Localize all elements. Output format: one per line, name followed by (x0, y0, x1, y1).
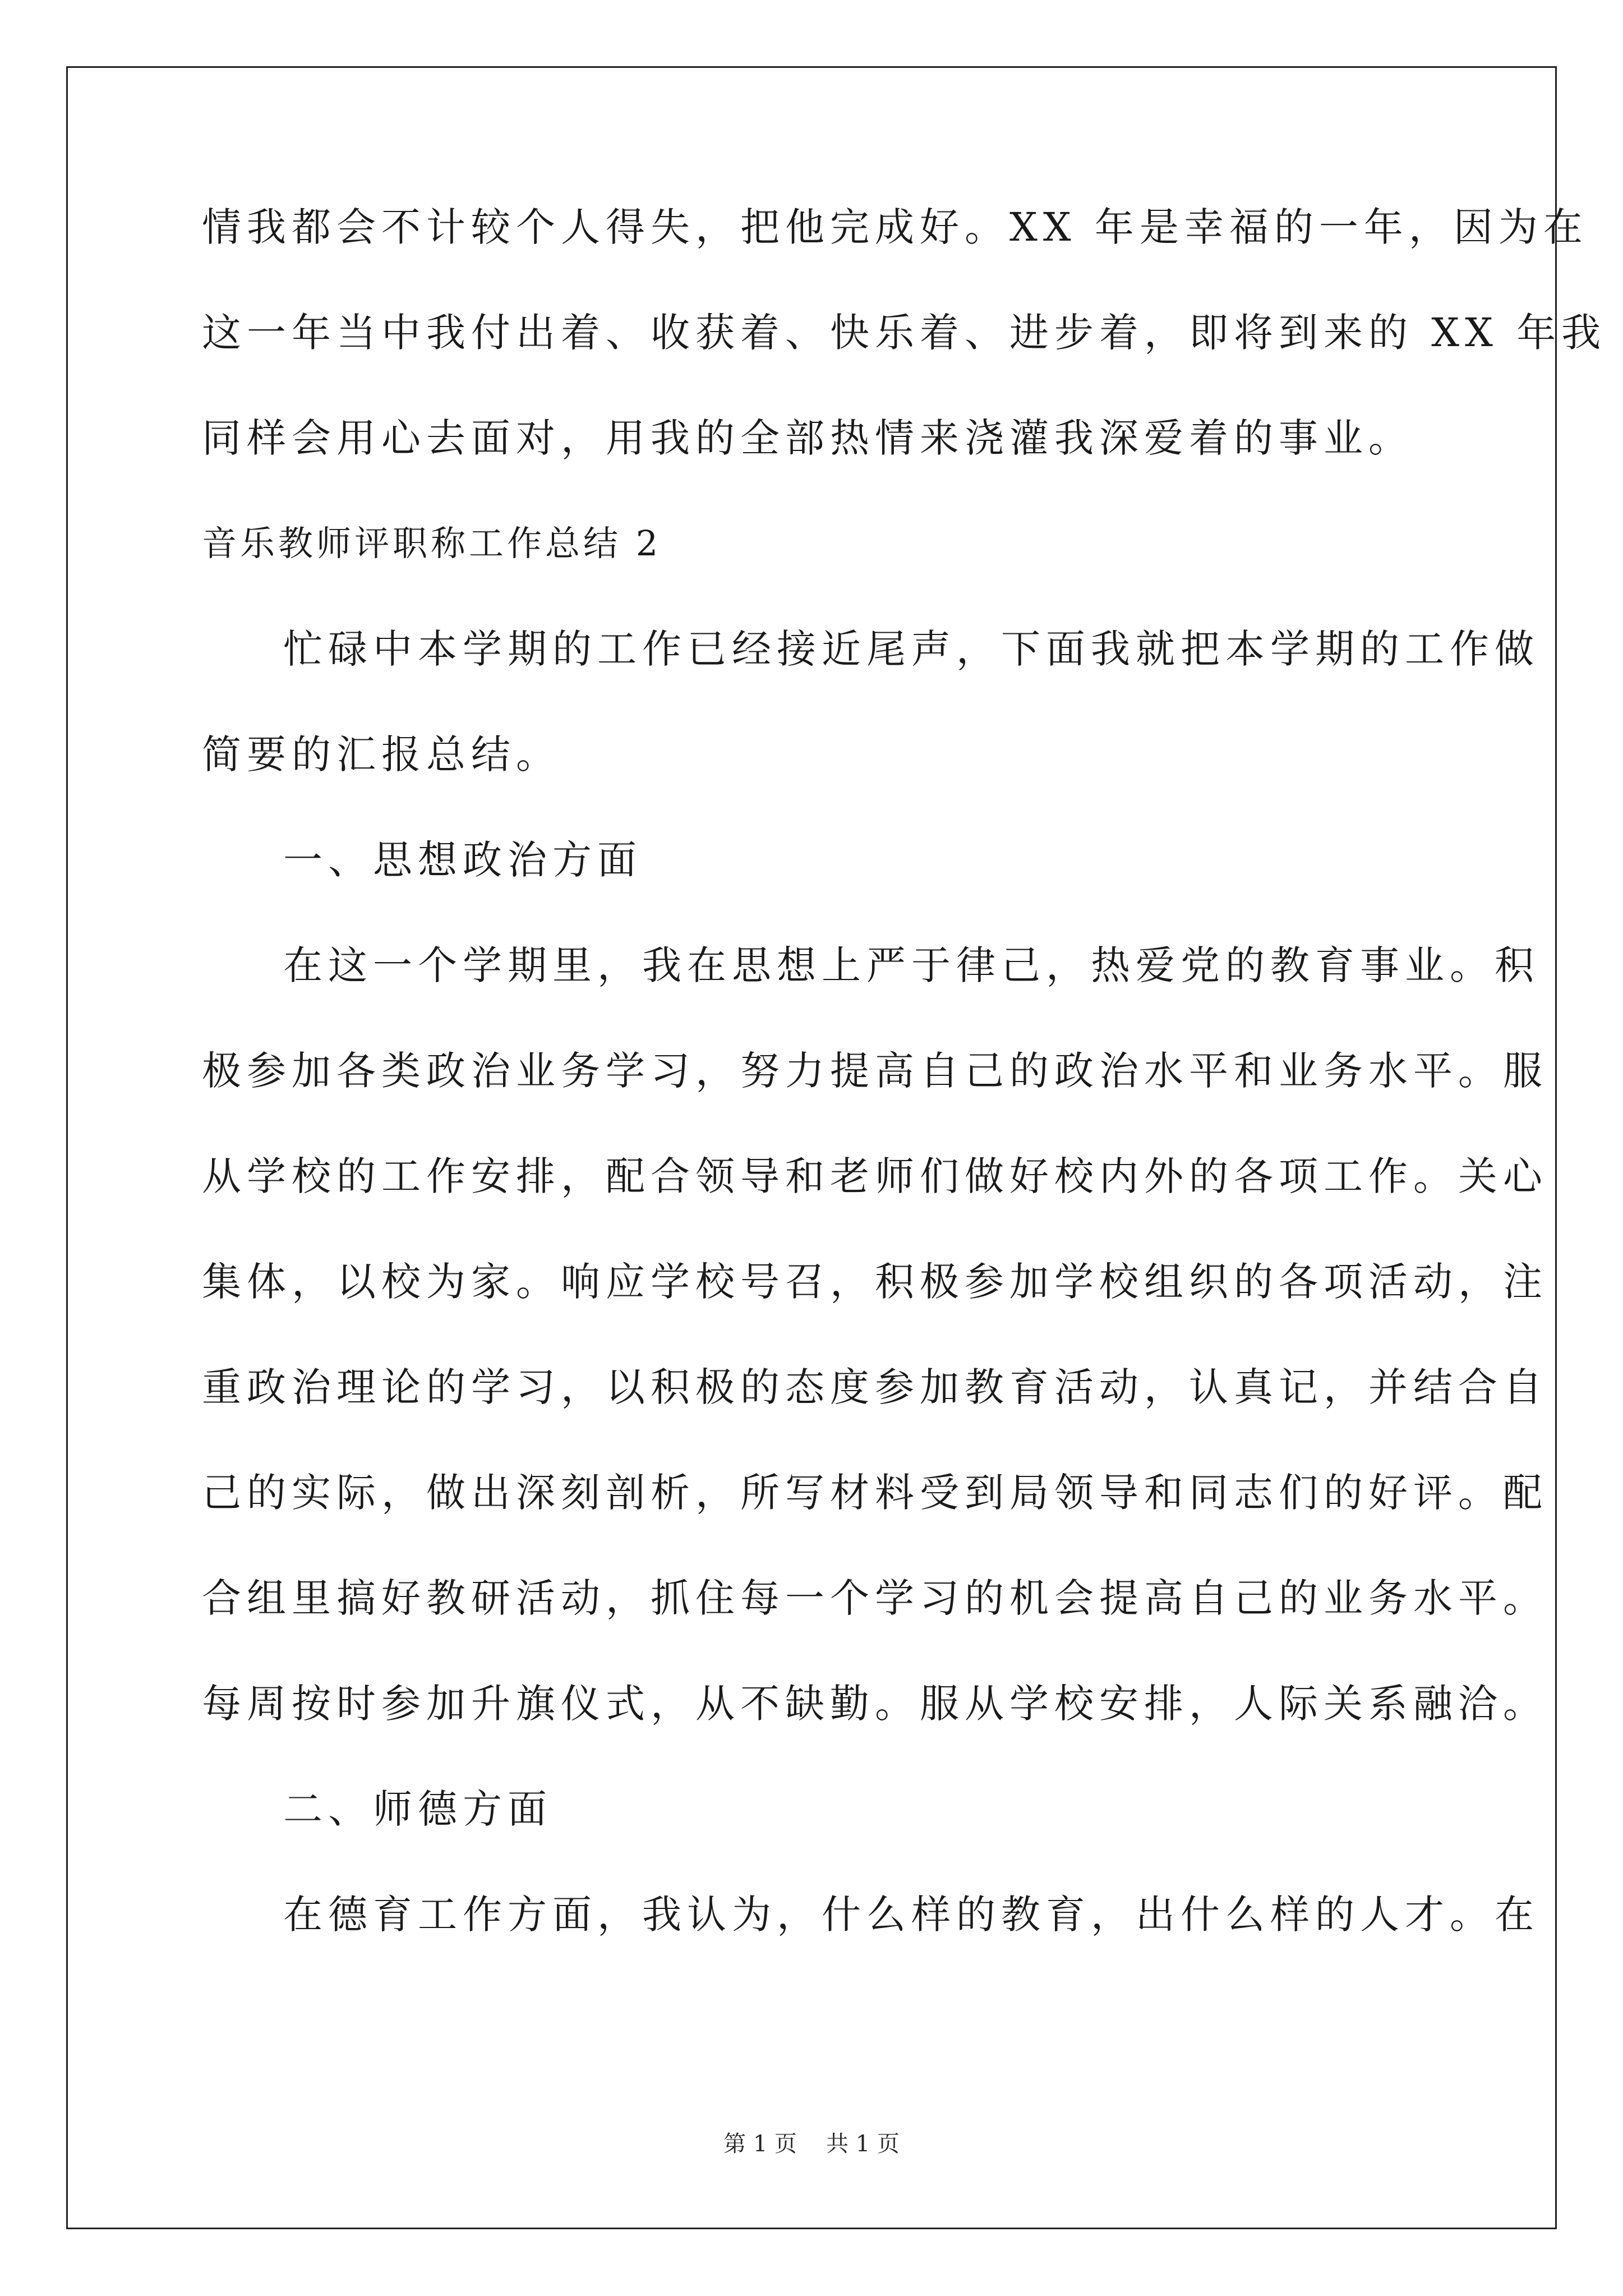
text-line: 极参加各类政治业务学习，努力提高自己的政治水平和业务水平。服 (202, 1048, 1548, 1094)
page-total: 共 1 页 (826, 2131, 900, 2157)
text-line: 情我都会不计较个人得失，把他完成好。XX 年是幸福的一年，因为在 (202, 204, 1588, 250)
subheading: 二、师德方面 (283, 1786, 552, 1832)
text-line: 忙碌中本学期的工作已经接近尾声，下面我就把本学期的工作做 (283, 626, 1539, 672)
text-line: 重政治理论的学习，以积极的态度参加教育活动，认真记，并结合自 (202, 1364, 1548, 1410)
text-line: 在德育工作方面，我认为，什么样的教育，出什么样的人才。在 (283, 1892, 1539, 1938)
text-line: 在这一个学期里，我在思想上严于律己，热爱党的教育事业。积 (283, 942, 1539, 988)
text-line: 集体，以校为家。响应学校号召，积极参加学校组织的各项活动，注 (202, 1259, 1548, 1305)
text-line: 从学校的工作安排，配合领导和老师们做好校内外的各项工作。关心 (202, 1153, 1548, 1199)
text-line: 合组里搞好教研活动，抓住每一个学习的机会提高自己的业务水平。 (202, 1575, 1548, 1621)
subheading: 一、思想政治方面 (283, 837, 642, 883)
page-footer (0, 2132, 1623, 2156)
text-line: 每周按时参加升旗仪式，从不缺勤。服从学校安排，人际关系融洽。 (202, 1681, 1548, 1727)
section-title: 音乐教师评职称工作总结 2 (202, 523, 662, 564)
text-line: 这一年当中我付出着、收获着、快乐着、进步着，即将到来的 XX 年我 (202, 310, 1607, 356)
text-line: 简要的汇报总结。 (202, 731, 561, 777)
page-number: 第 1 页 (723, 2131, 797, 2157)
text-line: 同样会用心去面对，用我的全部热情来浇灌我深爱着的事业。 (202, 415, 1413, 461)
document-body (202, 204, 1607, 1938)
text-line: 己的实际，做出深刻剖析，所写材料受到局领导和同志们的好评。配 (202, 1470, 1548, 1516)
